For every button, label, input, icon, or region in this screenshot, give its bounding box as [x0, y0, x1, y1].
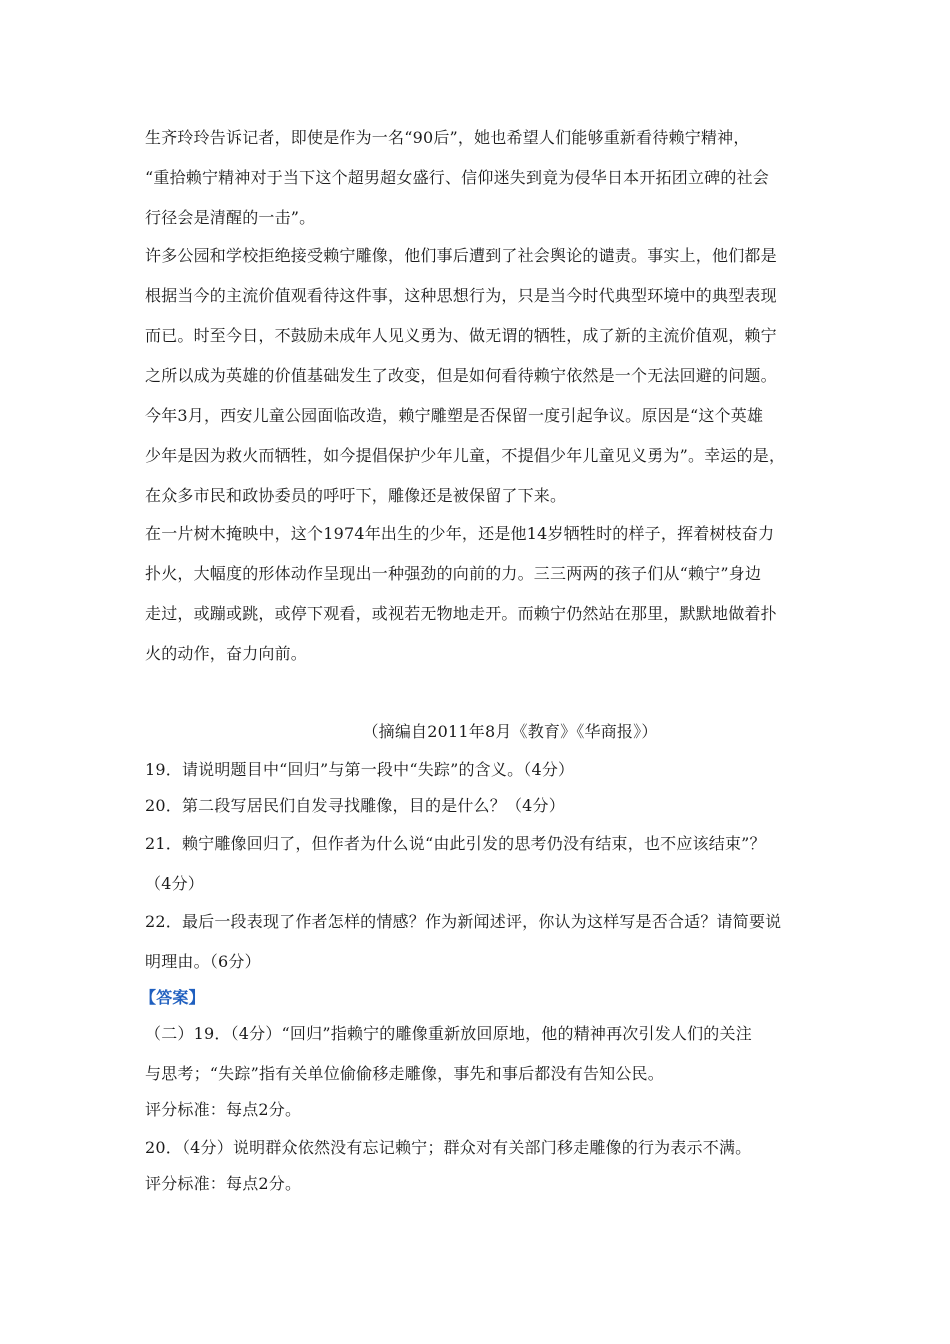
article-line: 许多公园和学校拒绝接受赖宁雕像，他们事后遭到了社会舆论的谴责。事实上，他们都是	[145, 246, 777, 265]
article-line: 在众多市民和政协委员的呼吁下，雕像还是被保留了下来。	[145, 486, 567, 505]
article-line: 根据当今的主流价值观看待这件事，这种思想行为，只是当今时代典型环境中的典型表现	[145, 286, 777, 305]
question-line: 21．赖宁雕像回归了，但作者为什么说“由此引发的思考仍没有结束，也不应该结束”？	[145, 834, 766, 853]
answer-heading: 【答案】	[140, 988, 205, 1007]
answer-line: 评分标准：每点2分。	[145, 1100, 302, 1119]
article-source: （摘编自2011年8月《教育》《华商报》）	[362, 722, 658, 741]
question-line: 20．第二段写居民们自发寻找雕像，目的是什么？（4分）	[145, 796, 565, 815]
question-line: 19．请说明题目中“回归”与第一段中“失踪”的含义。（4分）	[145, 760, 575, 779]
answer-line: 评分标准：每点2分。	[145, 1174, 302, 1193]
article-line: 之所以成为英雄的价值基础发生了改变，但是如何看待赖宁依然是一个无法回避的问题。	[145, 366, 777, 385]
article-line: “重拾赖宁精神对于当下这个超男超女盛行、信仰迷失到竟为侵华日本开拓团立碑的社会	[145, 168, 769, 187]
article-line: 今年3月，西安儿童公园面临改造，赖宁雕塑是否保留一度引起争议。原因是“这个英雄	[145, 406, 764, 425]
question-line: 明理由。（6分）	[145, 952, 261, 971]
article-line: 火的动作，奋力向前。	[145, 644, 308, 663]
article-line: 扑火，大幅度的形体动作呈现出一种强劲的向前的力。三三两两的孩子们从“赖宁”身边	[145, 564, 762, 583]
article-line: 行径会是清醒的一击”。	[145, 208, 316, 227]
article-line: 少年是因为救火而牺牲，如今提倡保护少年儿童，不提倡少年儿童见义勇为”。幸运的是，	[145, 446, 786, 465]
answer-line: （二）19．（4分）“回归”指赖宁的雕像重新放回原地，他的精神再次引发人们的关注	[145, 1024, 752, 1043]
question-line: （4分）	[145, 874, 204, 893]
answer-line: 20．（4分）说明群众依然没有忘记赖宁；群众对有关部门移走雕像的行为表示不满。	[145, 1138, 752, 1157]
article-line: 走过，或蹦或跳，或停下观看，或视若无物地走开。而赖宁仍然站在那里，默默地做着扑	[145, 604, 777, 623]
question-line: 22．最后一段表现了作者怎样的情感？作为新闻述评，你认为这样写是否合适？请简要说	[145, 912, 782, 931]
answer-line: 与思考；“失踪”指有关单位偷偷移走雕像，事先和事后都没有告知公民。	[145, 1064, 664, 1083]
article-line: 生齐玲玲告诉记者，即使是作为一名“90后”，她也希望人们能够重新看待赖宁精神，	[145, 128, 750, 147]
article-line: 在一片树木掩映中，这个1974年出生的少年，还是他14岁牺牲时的样子，挥着树枝奋力	[145, 524, 775, 543]
article-line: 而已。时至今日，不鼓励未成年人见义勇为、做无谓的牺牲，成了新的主流价值观，赖宁	[145, 326, 777, 345]
